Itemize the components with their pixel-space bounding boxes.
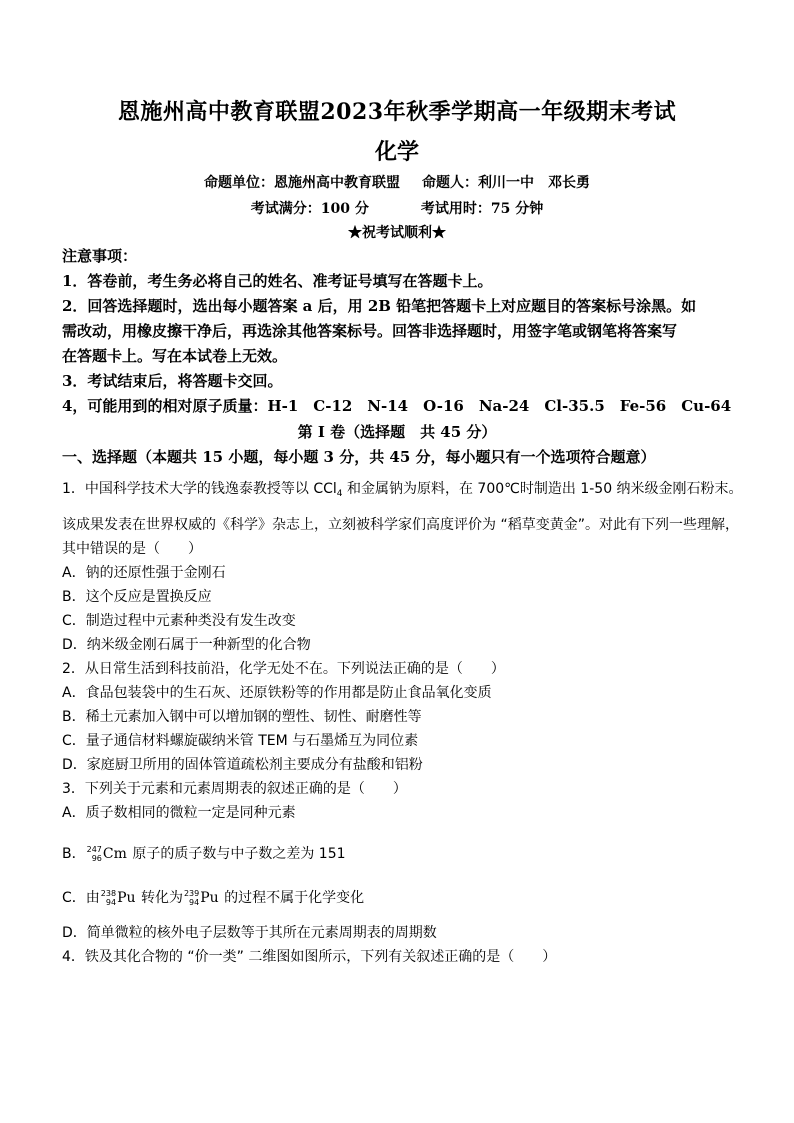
q3-option-a: A．质子数相同的微粒一定是同种元素 xyxy=(62,805,296,821)
element-symbol: Pu xyxy=(117,890,136,906)
exam-time: 考试用时：75 分钟 xyxy=(420,201,544,217)
q2-option-a: A．食品包装袋中的生石灰、还原铁粉等的作用都是防止食品氧化变质 xyxy=(62,685,492,701)
question-1-stem xyxy=(62,477,746,506)
notes-heading: 注意事项： xyxy=(62,247,138,265)
nuclide-pu239 xyxy=(184,886,219,910)
q1-stem-b: 和金属钠为原料，在 700℃时制造出 1-50 纳米级金刚石粉末。 xyxy=(342,481,743,497)
element-symbol: Pu xyxy=(200,890,219,906)
q3-c-text: 的过程不属于化学变化 xyxy=(219,890,365,906)
q1-option-c: C．制造过程中元素种类没有发生改变 xyxy=(62,613,296,629)
note-item: 2．回答选择题时，选出每小题答案 a 后，用 2B 铅笔把答题卡上对应题目的答案标号涂黑。如 xyxy=(62,297,697,315)
good-luck: ★祝考试顺利★ xyxy=(348,225,446,241)
q3-option-c xyxy=(62,886,746,910)
q3-c-prefix: C．由 xyxy=(62,890,100,906)
full-score: 考试满分：100 分 xyxy=(250,201,369,217)
mass-number: 238 xyxy=(100,889,117,898)
note-item: 4，可能用到的相对原子质量：H-1 C-12 N-14 O-16 Na-24 Cl-35.5 Fe-56 Cu-64 xyxy=(62,397,732,415)
mass-number: 247 xyxy=(86,845,102,854)
q3-b-prefix: B． xyxy=(62,846,86,862)
q1-stem-a: 1．中国科学技术大学的钱逸泰教授等以 CCl xyxy=(62,481,337,497)
exam-title: 恩施州高中教育联盟2023年秋季学期高一年级期末考试 xyxy=(117,99,677,125)
q2-stem: 2．从日常生活到科技前沿，化学无处不在。下列说法正确的是（ ） xyxy=(62,661,505,677)
question-3-d-4 xyxy=(62,921,746,969)
subject-title: 化学 xyxy=(374,139,419,165)
nuclide-cm247 xyxy=(87,842,127,866)
part1-title: 第 I 卷（选择题 共 45 分） xyxy=(297,423,497,441)
author-person: 命题人：利川一中 邓长勇 xyxy=(422,175,590,191)
q2-option-c: C．量子通信材料螺旋碳纳米管 TEM 与石墨烯互为同位素 xyxy=(62,733,419,749)
atomic-number: 96 xyxy=(91,854,102,863)
question-1 xyxy=(62,477,746,506)
atomic-number: 94 xyxy=(105,898,117,907)
q3-c-mid: 转化为 xyxy=(136,890,183,906)
q1-subscript: 4 xyxy=(336,489,343,499)
notes-block xyxy=(62,244,742,419)
element-symbol: Cm xyxy=(102,846,127,862)
mass-number: 239 xyxy=(183,889,200,898)
q3-b-text: 原子的质子数与中子数之差为 151 xyxy=(127,846,346,862)
note-item: 1．答卷前，考生务必将自己的姓名、准考证号填写在答题卡上。 xyxy=(62,272,493,290)
note-item: 在答题卡上。写在本试卷上无效。 xyxy=(62,347,288,365)
score-time-line xyxy=(0,198,794,218)
note-item: 3．考试结束后，将答题卡交回。 xyxy=(62,372,283,390)
q1-option-d: D．纳米级金刚石属于一种新型的化合物 xyxy=(62,637,311,653)
q1-stem2: 该成果发表在世界权威的《科学》杂志上，立刻被科学家们高度评价为 “稻草变黄金”。对此有下列一些理解， xyxy=(62,517,739,533)
q1-stem3: 其中错误的是（ ） xyxy=(62,541,202,557)
q3-option-b xyxy=(62,842,746,866)
q1-option-b: B．这个反应是置换反应 xyxy=(62,589,212,605)
q3-stem: 3．下列关于元素和元素周期表的叙述正确的是（ ） xyxy=(62,781,407,797)
author-line xyxy=(0,172,794,192)
q2-option-d: D．家庭厨卫所用的固体管道疏松剂主要成分有盐酸和铝粉 xyxy=(62,757,423,773)
question-1-cont xyxy=(62,513,746,825)
atomic-number: 94 xyxy=(189,898,200,907)
q2-option-b: B．稀土元素加入钢中可以增加钢的塑性、韧性、耐磨性等 xyxy=(62,709,422,725)
note-item: 需改动，用橡皮擦干净后，再选涂其他答案标号。回答非选择题时，用签字笔或钢笔将答案写 xyxy=(62,322,678,340)
nuclide-pu238 xyxy=(101,886,136,910)
author-unit: 命题单位：恩施州高中教育联盟 xyxy=(204,175,400,191)
q3-option-d: D．简单微粒的核外电子层数等于其所在元素周期表的周期数 xyxy=(62,925,437,941)
q4-stem: 4．铁及其化合物的 “价一类” 二维图如图所示，下列有关叙述正确的是（ ） xyxy=(62,949,557,965)
section1-heading: 一、选择题（本题共 15 小题，每小题 3 分，共 45 分，每小题只有一个选项符合题意） xyxy=(62,448,656,466)
q1-option-a: A．钠的还原性强于金刚石 xyxy=(62,565,226,581)
